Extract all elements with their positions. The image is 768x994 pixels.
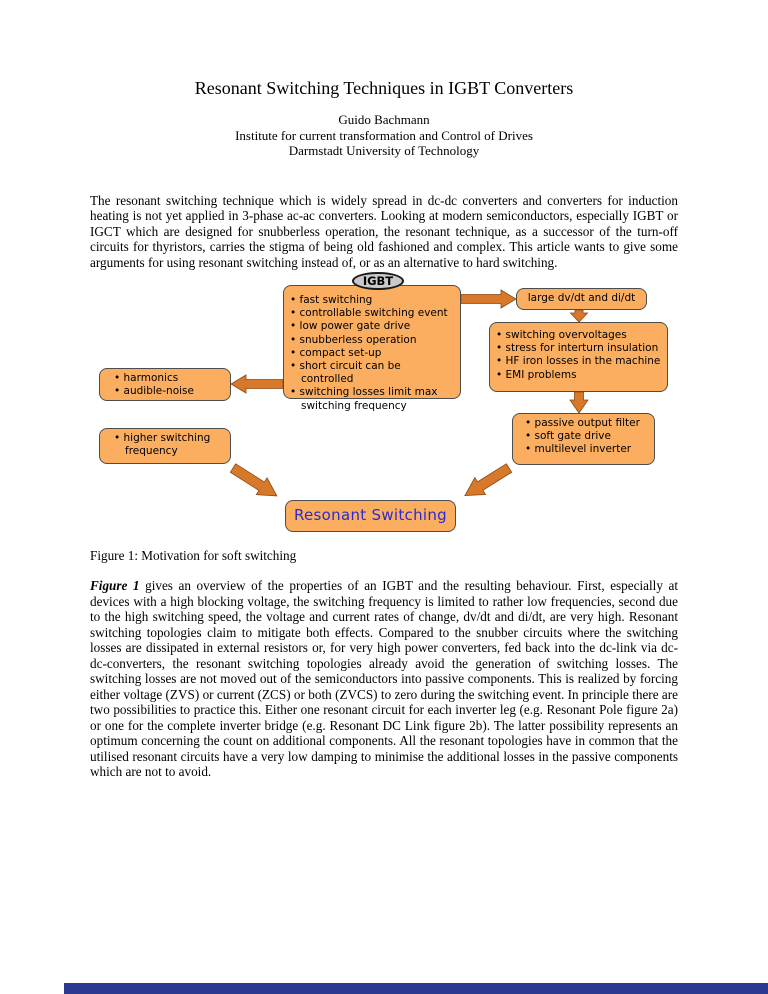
list-item: • compact set-up bbox=[290, 347, 454, 360]
page-title: Resonant Switching Techniques in IGBT Converters bbox=[194, 78, 574, 98]
list-item: • higher switching frequency bbox=[114, 432, 224, 458]
list-item: • short circuit can be controlled bbox=[290, 360, 454, 386]
remedies-box bbox=[512, 413, 655, 465]
list-item: • multilevel inverter bbox=[525, 443, 648, 456]
arrow-dvdt-to-effects bbox=[571, 310, 588, 322]
figure-1 bbox=[0, 272, 768, 540]
negative-effects-box bbox=[489, 322, 668, 392]
list-item: • low power gate drive bbox=[290, 320, 454, 333]
author-name: Guido Bachmann bbox=[338, 112, 430, 127]
affiliation-line-2: Darmstadt University of Technology bbox=[288, 143, 480, 158]
list-item: • passive output filter bbox=[525, 417, 648, 430]
list-item: • controllable switching event bbox=[290, 307, 454, 320]
igbt-properties-box bbox=[283, 285, 461, 412]
author-block bbox=[90, 112, 678, 159]
arrow-remedies-to-resonant bbox=[460, 460, 515, 505]
list-item: • fast switching bbox=[290, 294, 454, 307]
large-dvdt-box bbox=[516, 288, 647, 310]
paragraph-intro: The resonant switching technique which is widely spread in dc-dc converters and converters for induction heating is not yet applied in 3-phase ac-ac converters. Looking at modern semiconductors, especially IGBT or IGCT which are designed for snubberless operation, the resonant technique, as a successor of the turn-off circuits for thyristors, carries the stigma of being old fashioned and complex. This article wants to give some arguments for using resonant switching instead of, or as an alternative to hard switching. bbox=[90, 192, 678, 270]
resonant-switching-box bbox=[285, 500, 456, 532]
paragraph-discussion-text: gives an overview of the properties of an IGBT and the resulting behaviour. First, especially at devices with a high blocking voltage, the switching frequency is limited to rather low frequencies, second due to the high switching speed, the voltage and current rates of change, dv/dt and di/dt, are very high. Resonant switching topologies claim to mitigate both effects. Compared to the snubber circuits where the switching losses are dissipated in external resistors or, for very high power converters, fed back into the dc-link via dc-dc-converters, the resonant switching topologies already avoid the generation of switching losses. The switching losses are not moved out of the semiconductors into passive components. This is realized by forcing either voltage (ZVS) or current (ZCS) or both (ZVCS) to zero during the switching event. In principle there are two possibilities to practice this. Either one resonant circuit for each inverter leg (e.g. Resonant Pole figure 2a) or one for the complete inverter bridge (e.g. Resonant DC Link figure 2b). The latter possibility represents an optimum concerning the count on additional components. All the resonant topologies have in common that the utilised resonant circuits have a very low damping to minimise the additional losses in the passive components which are not to avoid. bbox=[90, 578, 678, 779]
list-item: • harmonics bbox=[114, 372, 224, 385]
arrow-center-to-harmonics bbox=[231, 375, 283, 393]
list-item: • audible-noise bbox=[114, 385, 224, 398]
paragraph-discussion bbox=[90, 578, 678, 780]
list-item: • stress for interturn insulation bbox=[496, 342, 661, 355]
higher-switching-frequency-box bbox=[99, 428, 231, 464]
list-item: • snubberless operation bbox=[290, 334, 454, 347]
affiliation-line-1: Institute for current transformation and Control of Drives bbox=[235, 127, 533, 143]
list-item: • EMI problems bbox=[496, 369, 661, 382]
figure-reference: Figure 1 bbox=[90, 578, 140, 593]
list-item: • HF iron losses in the machine bbox=[496, 355, 661, 368]
harmonics-box bbox=[99, 368, 231, 401]
arrow-higherfreq-to-resonant bbox=[228, 460, 283, 505]
list-item: • soft gate drive bbox=[525, 430, 648, 443]
figure-caption: Figure 1: Motivation for soft switching bbox=[90, 548, 297, 563]
large-dvdt-label: large dv/dt and di/dt bbox=[527, 292, 636, 305]
arrow-effects-to-remedies bbox=[570, 392, 588, 413]
page-edge-bar bbox=[64, 983, 768, 994]
list-item: • switching overvoltages bbox=[496, 329, 661, 342]
igbt-node: IGBT bbox=[352, 272, 404, 290]
list-item: • switching losses limit max switching frequency bbox=[290, 386, 454, 412]
resonant-switching-label: Resonant Switching bbox=[293, 506, 447, 525]
arrow-center-to-dvdt bbox=[461, 290, 516, 308]
